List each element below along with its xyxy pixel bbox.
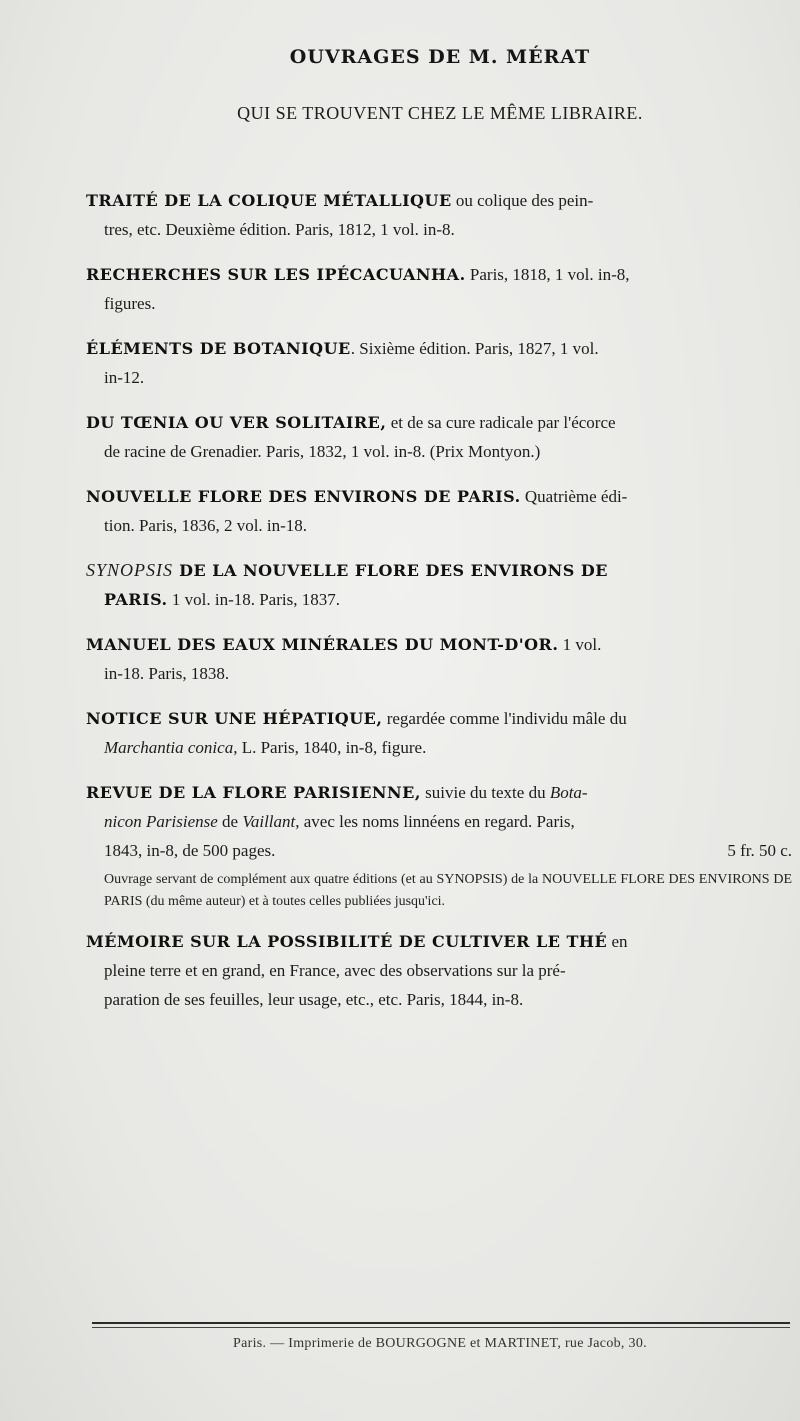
page-subheading: QUI SE TROUVENT CHEZ LE MÊME LIBRAIRE. [237, 103, 643, 123]
book-detail: . Sixième édition. Paris, 1827, 1 vol. [350, 339, 599, 358]
book-detail: 1 vol. [558, 635, 602, 654]
list-item [86, 186, 792, 244]
book-title: TRAITÉ DE LA COLIQUE MÉTALLIQUE [86, 191, 452, 210]
book-detail-cont: pleine terre et en grand, en France, avec des observations sur la pré- [104, 961, 566, 980]
book-title: MÉMOIRE SUR LA POSSIBILITÉ DE CULTIVER LE THÉ [86, 932, 608, 951]
book-detail-cont [86, 807, 792, 836]
book-title: NOUVELLE FLORE DES ENVIRONS DE PARIS. [86, 487, 521, 506]
book-detail: de [217, 812, 243, 831]
footer-rule [92, 1322, 790, 1324]
book-detail-cont: de racine de Grenadier. Paris, 1832, 1 vol. in-8. (Prix Montyon.) [104, 442, 541, 461]
book-detail-cont: in-18. Paris, 1838. [104, 664, 230, 683]
book-title: DU TŒNIA OU VER SOLITAIRE, [86, 413, 387, 432]
book-detail-cont [86, 585, 792, 614]
list-item [86, 704, 792, 762]
footer-rule-thin [92, 1327, 790, 1328]
list-item [86, 927, 792, 1014]
page-heading: OUVRAGES DE M. MÉRAT [289, 46, 591, 68]
book-detail-cont: tres, etc. Deuxième édition. Paris, 1812, 1 vol. in-8. [104, 220, 455, 239]
species-name: Marchantia conica [104, 738, 234, 757]
book-italic: Bota- [549, 783, 588, 802]
book-detail: Quatrième édi- [520, 487, 628, 506]
book-detail: Paris, 1818, 1 vol. in-8, [465, 265, 630, 284]
book-title: REVUE DE LA FLORE PARISIENNE, [86, 783, 421, 802]
book-detail: 1843, in-8, de 500 pages. [104, 841, 276, 860]
book-italic: nicon Parisiense [104, 812, 218, 831]
book-detail: 1 vol. in-18. Paris, 1837. [167, 590, 340, 609]
book-detail: , avec les noms linnéens en regard. Paris, [295, 812, 575, 831]
book-detail: suivie du texte du [420, 783, 550, 802]
price: 5 fr. 50 c. [727, 841, 792, 860]
list-item [86, 482, 792, 540]
book-detail-cont: tion. Paris, 1836, 2 vol. in-18. [104, 516, 308, 535]
book-detail: en [607, 932, 628, 951]
book-title: MANUEL DES EAUX MINÉRALES DU MONT-D'OR. [86, 635, 559, 654]
book-detail-cont: in-12. [104, 368, 145, 387]
list-item [86, 260, 792, 318]
book-title: RECHERCHES SUR LES IPÉCACUANHA. [86, 265, 466, 284]
list-item [86, 556, 792, 614]
book-detail-cont: paration de ses feuilles, leur usage, etc., etc. Paris, 1844, in-8. [104, 990, 524, 1009]
list-item [86, 778, 792, 865]
book-detail: regardée comme l'individu mâle du [382, 709, 627, 728]
list-item [86, 630, 792, 688]
book-detail-cont: figures. [104, 294, 156, 313]
list-item [86, 408, 792, 466]
book-title-italic: SYNOPSIS [86, 560, 174, 580]
price-row [86, 836, 792, 865]
list-item [86, 334, 792, 392]
book-list [86, 186, 792, 1030]
book-title-cont: PARIS. [104, 590, 168, 609]
book-note: Ouvrage servant de complément aux quatre éditions (et au SYNOPSIS) de la NOUVELLE FLORE DES ENVIRONS DE PARIS (du même auteur) et à toutes celles publiées jusqu'ici. [104, 872, 792, 909]
book-detail: ou colique des pein- [451, 191, 594, 210]
book-title: ÉLÉMENTS DE BOTANIQUE [86, 339, 351, 358]
book-detail-cont [86, 733, 792, 762]
book-detail: , L. Paris, 1840, in-8, figure. [233, 738, 427, 757]
printer-imprint: Paris. — Imprimerie de BOURGOGNE et MARTINET, rue Jacob, 30. [233, 1336, 647, 1351]
book-title: DE LA NOUVELLE FLORE DES ENVIRONS DE [173, 561, 608, 580]
book-detail: et de sa cure radicale par l'écorce [386, 413, 616, 432]
book-title: NOTICE SUR UNE HÉPATIQUE, [86, 709, 383, 728]
author-name: Vaillant [242, 812, 296, 831]
